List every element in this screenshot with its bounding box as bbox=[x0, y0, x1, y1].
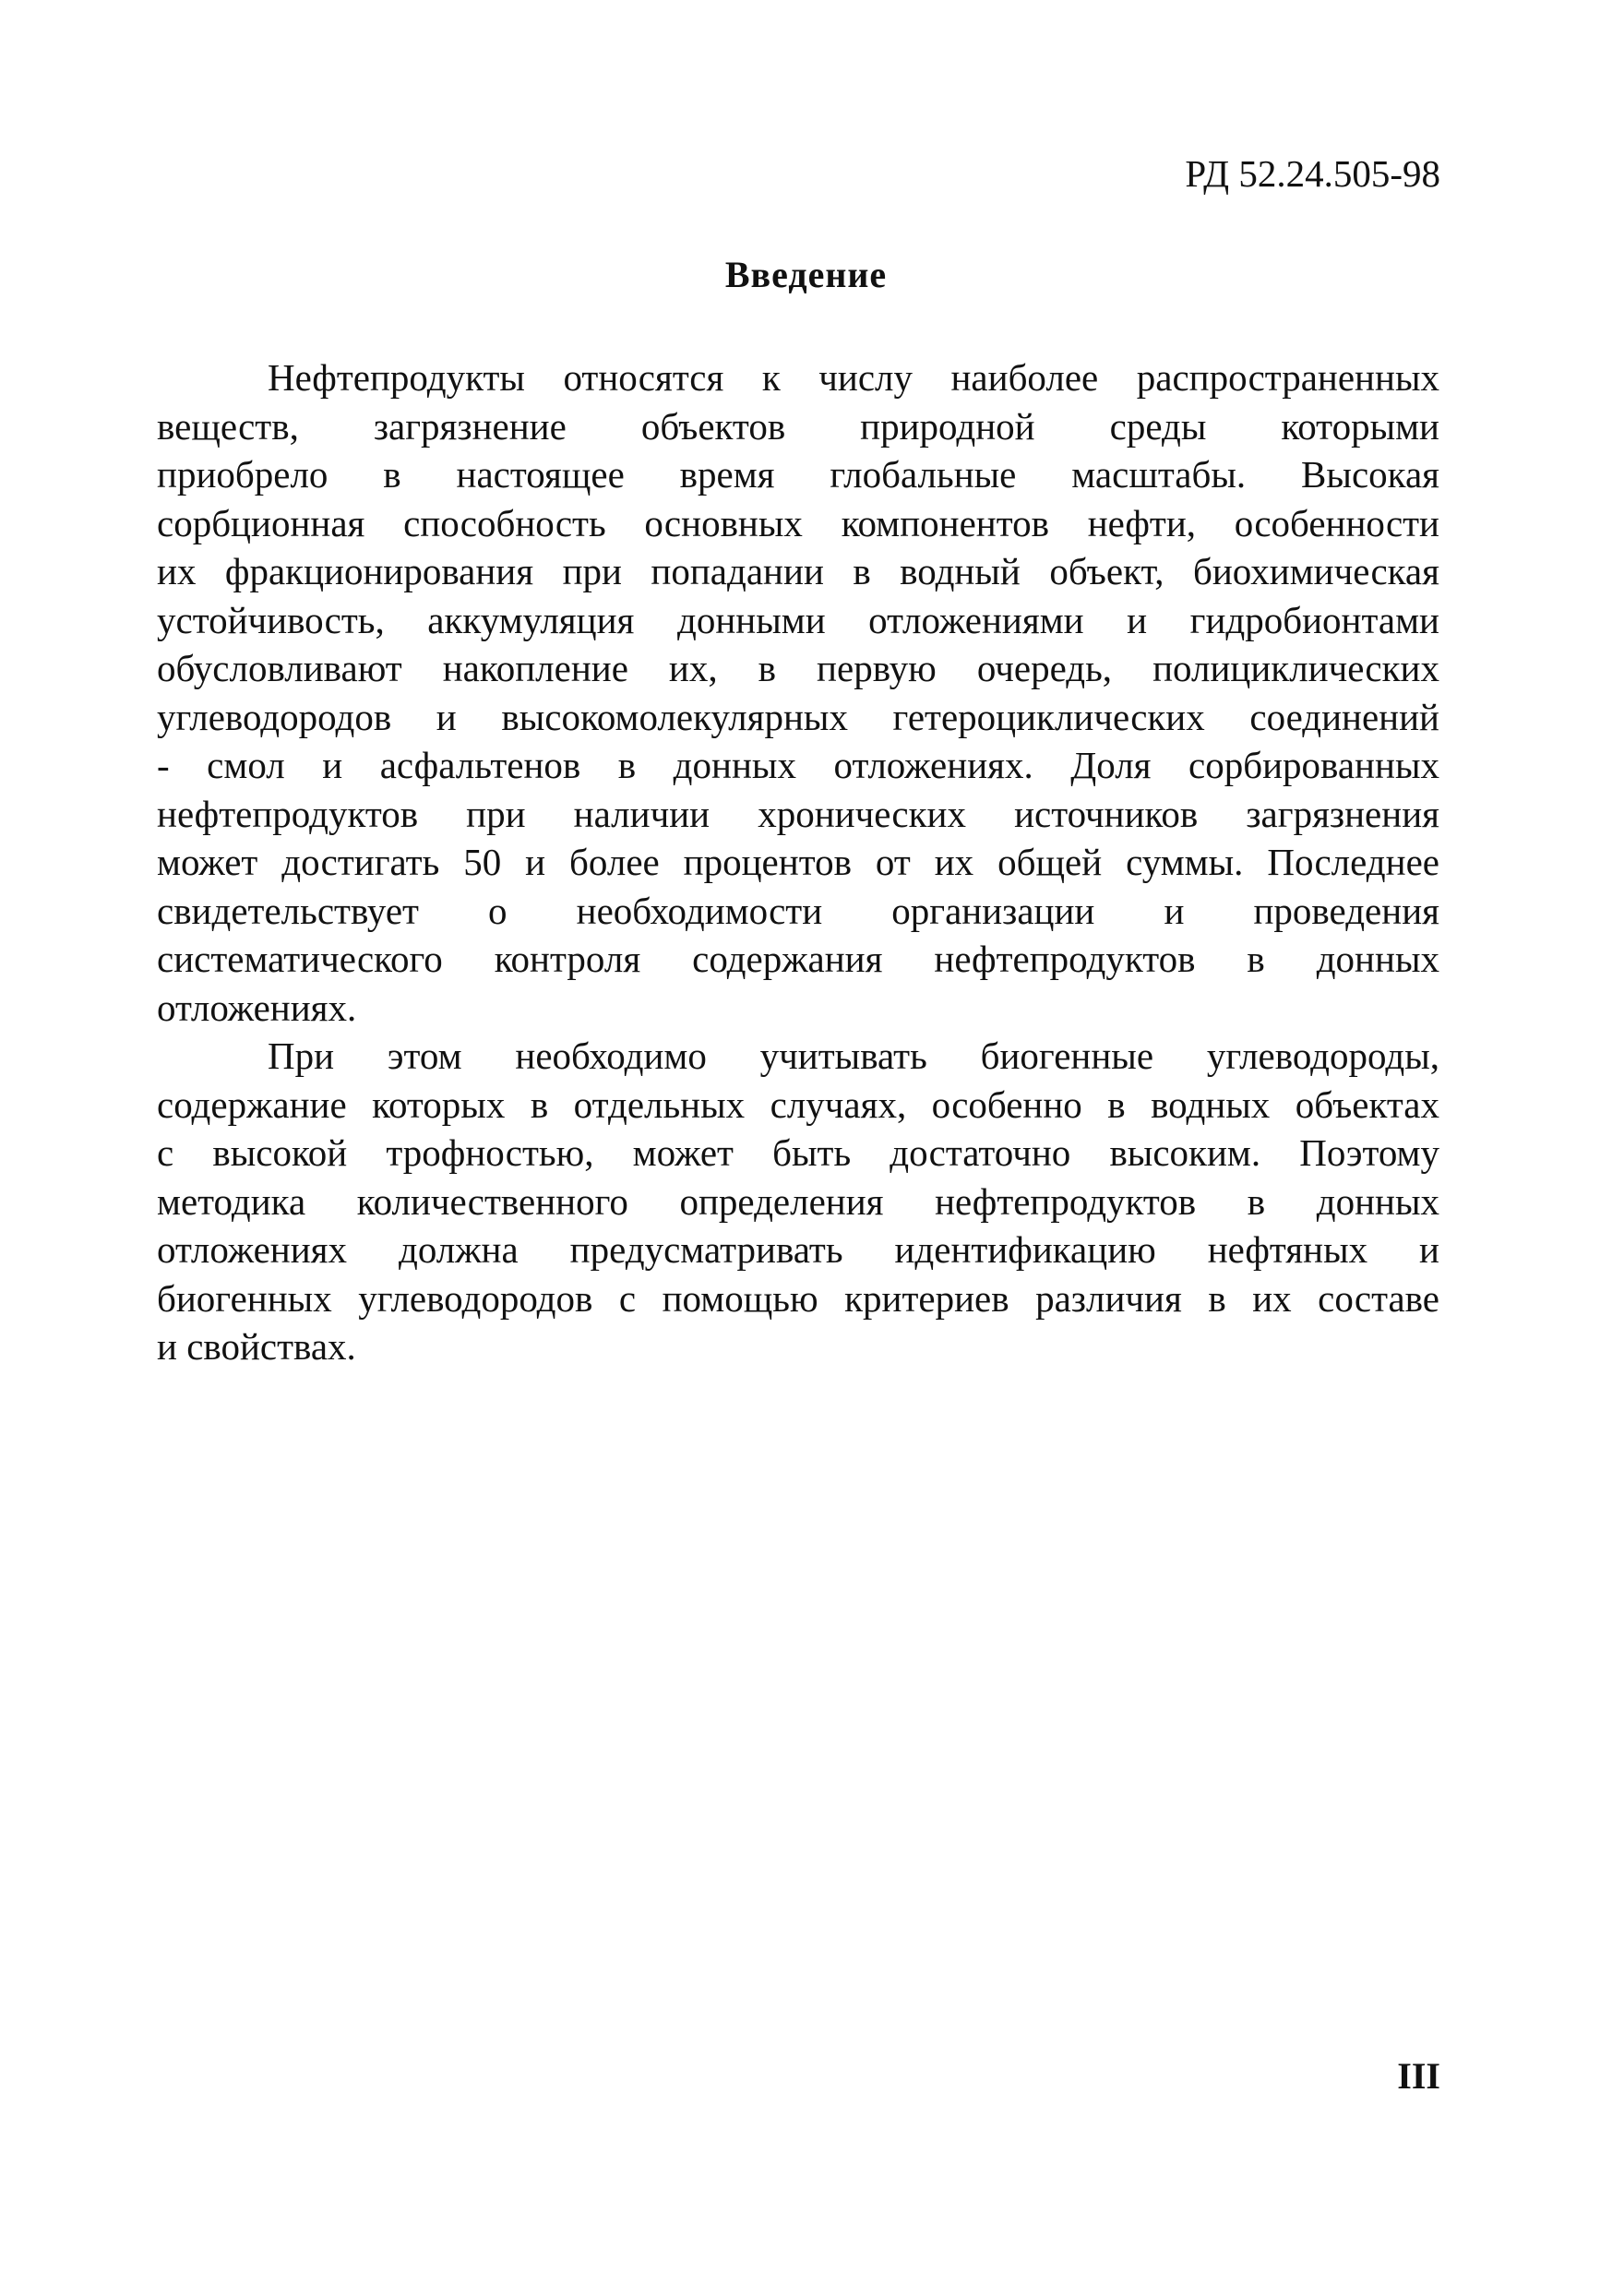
text-line: При этом необходимо учитывать биогенные углеводороды, bbox=[268, 1034, 1439, 1077]
text-line: устойчивость, аккумуляция донными отложениями и гидробионтами bbox=[157, 598, 1439, 641]
text-line: свидетельствует о необходимости организации и проведения bbox=[157, 889, 1439, 932]
text-line: углеводородов и высокомолекулярных гетероциклических соединений bbox=[157, 695, 1439, 738]
text-line: веществ, загрязнение объектов природной среды которыми bbox=[157, 404, 1439, 448]
text-line: - смол и асфальтенов в донных отложениях. Доля сорбированных bbox=[157, 744, 1439, 786]
text-line: обусловливают накопление их, в первую очередь, полициклических bbox=[157, 647, 1439, 689]
text-line: Нефтепродукты относятся к числу наиболее распространенных bbox=[268, 356, 1439, 399]
text-line: биогенных углеводородов с помощью критериев различия в их составе bbox=[157, 1276, 1439, 1320]
text-line: содержание которых в отдельных случаях, особенно в водных объектах bbox=[157, 1082, 1439, 1126]
text-line: их фракционирования при попадании в водный объект, биохимическая bbox=[157, 550, 1439, 592]
paragraph-1 bbox=[157, 353, 1439, 1032]
text-line: приобрело в настоящее время глобальные масштабы. Высокая bbox=[157, 453, 1439, 496]
page-number: III bbox=[1397, 2055, 1440, 2097]
section-title: Введение bbox=[724, 254, 888, 295]
text-line: отложениях должна предусматривать идентификацию нефтяных и bbox=[157, 1228, 1439, 1271]
text-line: нефтепродуктов при наличии хронических источников загрязнения bbox=[157, 792, 1439, 835]
document-code: РД 52.24.505-98 bbox=[1185, 152, 1440, 195]
body-text bbox=[157, 353, 1439, 1371]
text-line: отложениях. bbox=[157, 986, 357, 1029]
text-line: с высокой трофностью, может быть достаточно высоким. Поэтому bbox=[157, 1131, 1439, 1174]
text-line: сорбционная способность основных компонентов нефти, особенности bbox=[157, 501, 1439, 544]
text-line: методика количественного определения нефтепродуктов в донных bbox=[157, 1179, 1439, 1223]
text-line: и свойствах. bbox=[157, 1325, 356, 1368]
paragraph-2 bbox=[157, 1032, 1439, 1371]
text-line: может достигать 50 и более процентов от их общей суммы. Последнее bbox=[157, 841, 1439, 883]
text-line: систематического контроля содержания нефтепродуктов в донных bbox=[157, 938, 1439, 980]
